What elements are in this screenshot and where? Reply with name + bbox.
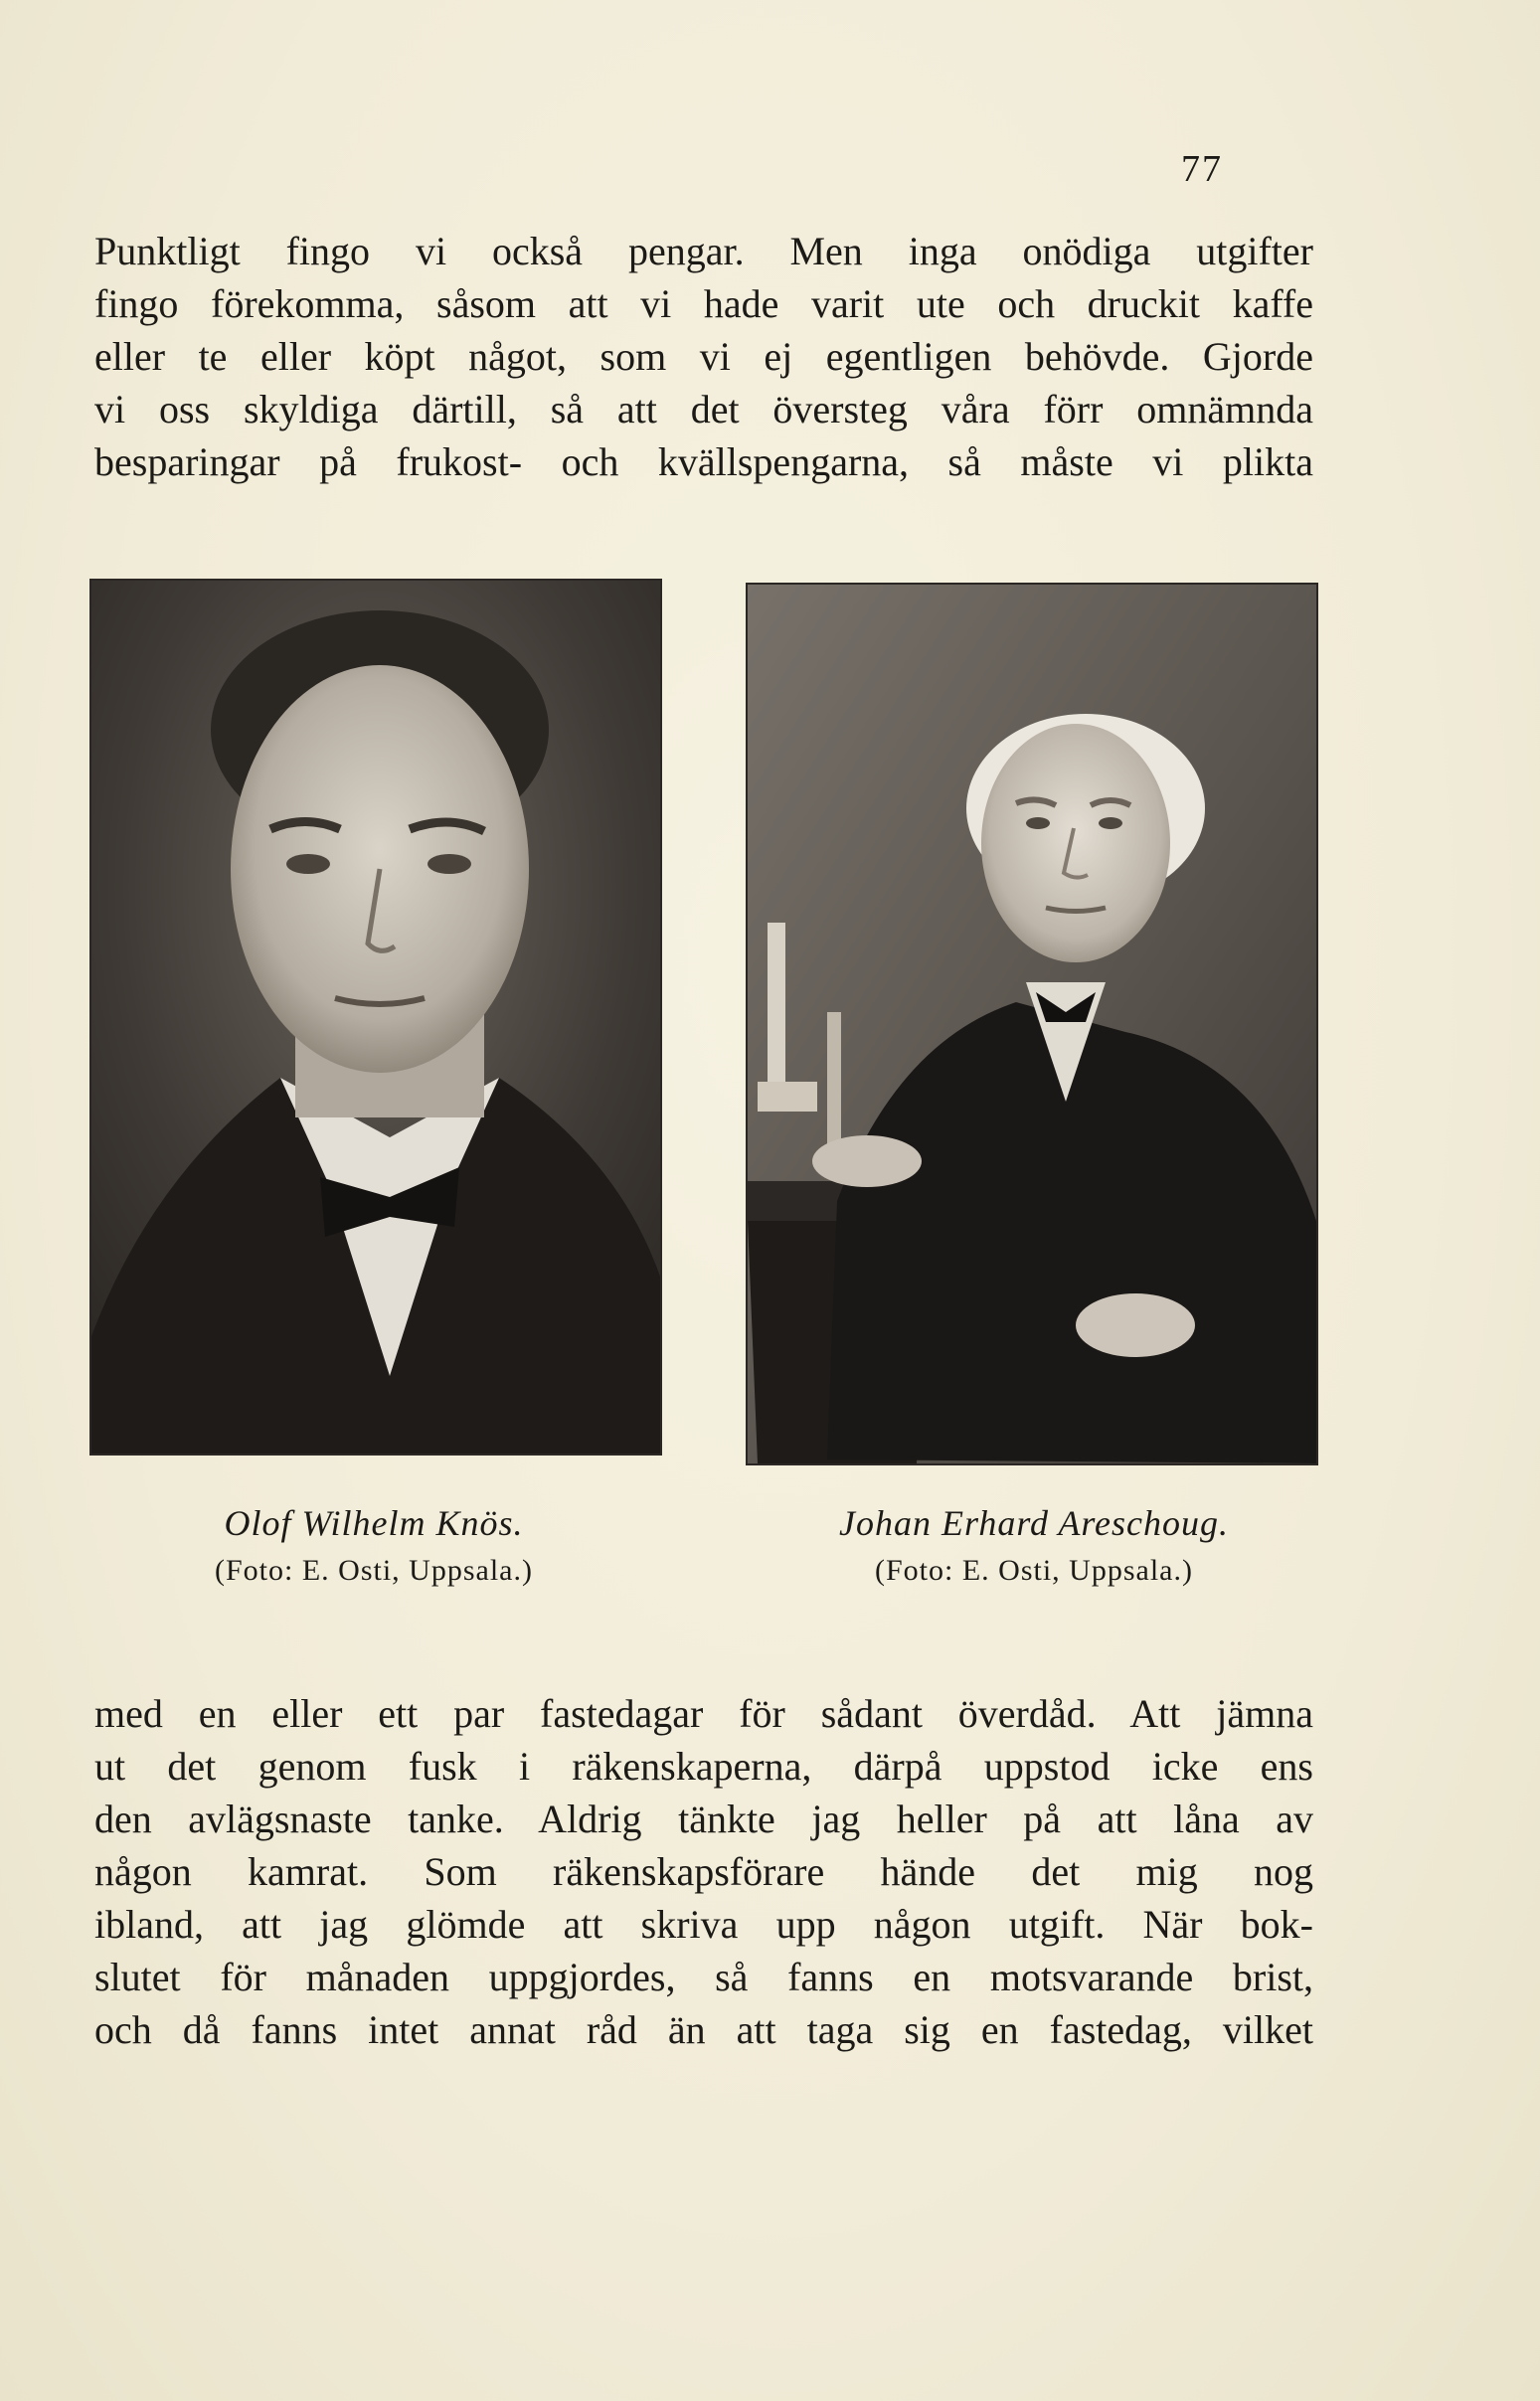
page-number: 77 xyxy=(1181,148,1223,190)
portrait-photo-areschoug xyxy=(746,583,1318,1465)
text-line: ut det genom fusk i räkenskaperna, därpå uppstod icke ens xyxy=(94,1744,1313,1789)
portrait-knos-image xyxy=(91,581,660,1454)
text-line: Punktligt fingo vi också pengar. Men inga onödiga utgifter xyxy=(94,229,1313,273)
text-line: med en eller ett par fastedagar för sådant överdåd. Att jämna xyxy=(94,1691,1313,1736)
text-line: vi oss skyldiga därtill, så att det översteg våra förr omnämnda xyxy=(94,387,1313,431)
paragraph-top xyxy=(94,225,1313,488)
caption-right xyxy=(736,1501,1332,1593)
caption-left xyxy=(76,1501,672,1593)
caption-name-areschoug: Johan Erhard Areschoug. xyxy=(839,1503,1229,1543)
text-line: den avlägsnaste tanke. Aldrig tänkte jag heller på att låna av xyxy=(94,1797,1313,1841)
caption-credit-areschoug: (Foto: E. Osti, Uppsala.) xyxy=(875,1554,1193,1587)
text-line: ibland, att jag glömde att skriva upp någon utgift. När bok- xyxy=(94,1902,1313,1947)
text-line: och då fanns intet annat råd än att taga sig en fastedag, vilket xyxy=(94,2007,1313,2052)
text-line: eller te eller köpt något, som vi ej egentligen behövde. Gjorde xyxy=(94,334,1313,379)
portrait-photo-knos xyxy=(89,579,662,1456)
caption-name-knos: Olof Wilhelm Knös. xyxy=(224,1503,524,1543)
text-line: fingo förekomma, såsom att vi hade varit ute och druckit kaffe xyxy=(94,281,1313,326)
text-line: slutet för månaden uppgjordes, så fanns en motsvarande brist, xyxy=(94,1955,1313,1999)
text-line: besparingar på frukost- och kvällspengarna, så måste vi plikta xyxy=(94,439,1313,484)
text-line: någon kamrat. Som räkenskapsförare hände det mig nog xyxy=(94,1849,1313,1894)
caption-credit-knos: (Foto: E. Osti, Uppsala.) xyxy=(215,1554,533,1587)
paragraph-bottom xyxy=(94,1687,1313,2056)
portrait-areschoug-image xyxy=(748,585,1316,1463)
